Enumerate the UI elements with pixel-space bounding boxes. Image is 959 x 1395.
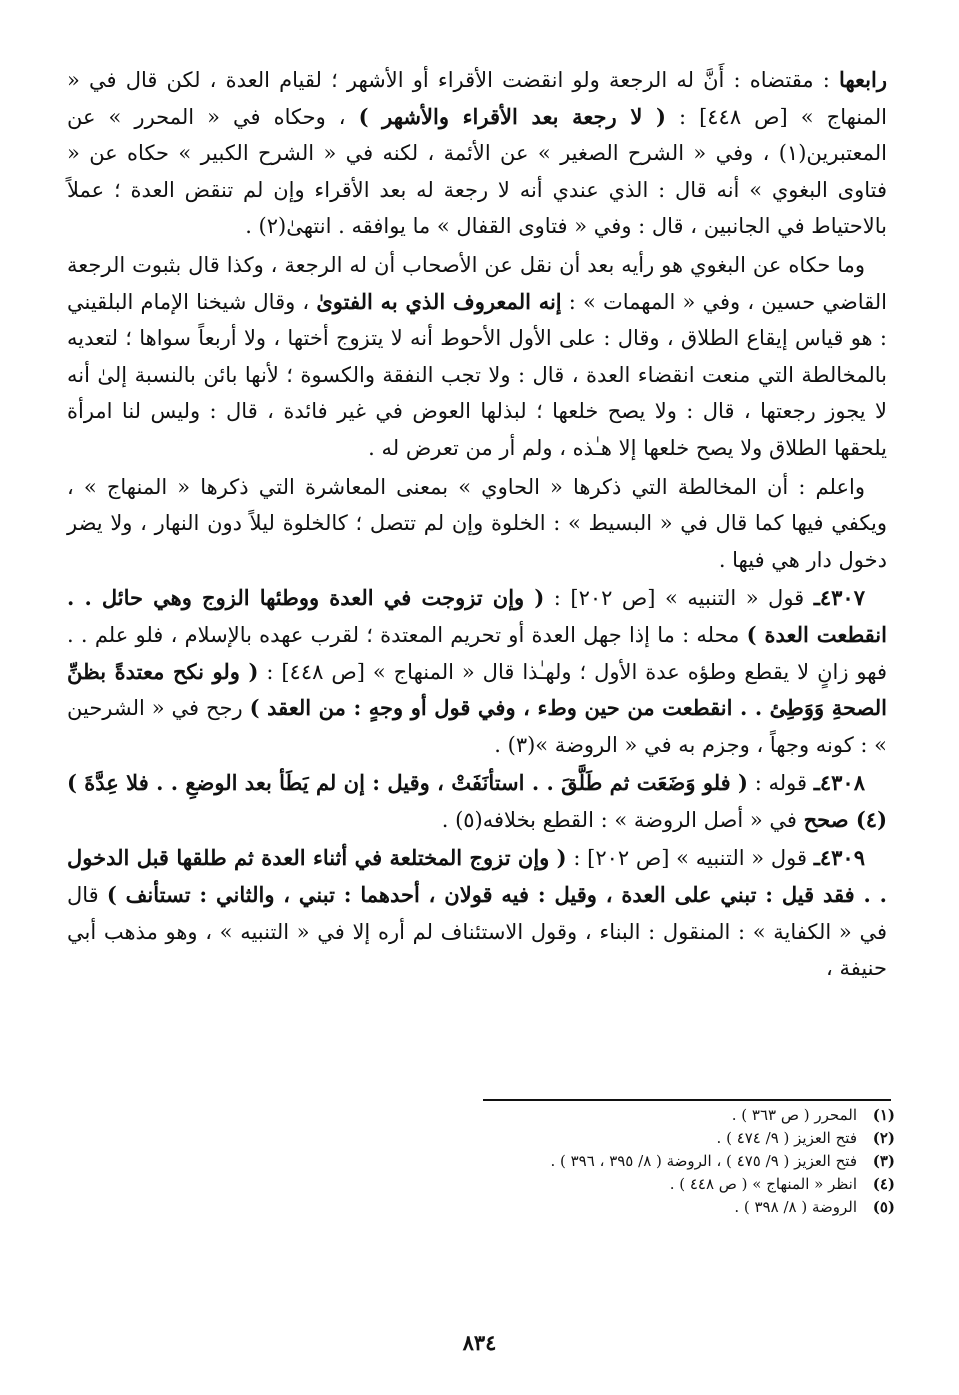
paragraph — [67, 765, 887, 838]
text-segment: قول « التنبيه » [ص ٢٠٢] : — [566, 846, 814, 871]
text-segment: محله : ما إذا جهل العدة أو تحريم المعتدة ؛ لقرب عهده بالإسلام ، فلو علم . . فهو زانٍ لا يقطع وطؤه عدة الأول ؛ ولهـٰذا قال « المنهاج » [ص ٤٤٨] : — [67, 622, 887, 684]
paragraph — [67, 469, 887, 579]
bold-text-segment: ٤٣٠٨ـ — [813, 770, 865, 796]
footnote-text: انظر « المنهاج » ( ص ٤٤٨ ) . — [669, 1175, 857, 1193]
footnote-text: المحرر ( ص ٣٦٣ ) . — [731, 1106, 857, 1124]
footnote — [435, 1104, 895, 1127]
paragraph — [67, 840, 887, 986]
footnote — [435, 1127, 895, 1150]
main-text — [67, 62, 887, 989]
text-segment: ، وحكاه في « المحرر » عن المعتبرين(١) ، وفي « الشرح الصغير » عن الأئمة ، لكنه في « الشرح الكبير » حكاه عن « فتاوى البغوي » أنه قال : الذي عندي أنه لا رجعة له بعد الأقراء وإن لم تنقض العدة ؛ عملاً بالاحتياط في الجانبين ، قال : وفي « فتاوى القفال » ما يوافقه . انتهىٰ(٢) . — [67, 104, 887, 239]
text-segment: قول « التنبيه » [ص ٢٠٢] : — [544, 586, 814, 611]
paragraph — [67, 62, 887, 245]
paragraph — [67, 580, 887, 763]
bold-text-segment: ( فلو وَضَعَت ثم طَلَّقَ . . استأنَفَتْ ، وقيل : إن لم يَطَأ بعد الوضعِ . . فلا عِدَّةَ )(٤) صحح — [67, 770, 887, 832]
footnote-text: فتح العزيز ( ٩/ ٤٧٤ ) . — [716, 1129, 857, 1147]
bold-text-segment: ٤٣٠٩ـ — [813, 845, 865, 871]
bold-text-segment: ( وإن تزوج المختلعة في أثناء العدة ثم طلقها قبل الدخول . . فقد قيل : تبني على العدة ، وقيل : فيه قولان ، أحدهما : تبني ، والثاني : تستأنف ) — [67, 845, 887, 908]
text-segment: قوله : — [747, 771, 814, 796]
footnote-text: الروضة ( ٨/ ٣٩٨ ) . — [734, 1198, 857, 1216]
footnote-number: (٢) — [872, 1129, 895, 1147]
page-number: ٨٣٤ — [462, 1330, 497, 1355]
bold-text-segment: ٤٣٠٧ـ — [813, 585, 865, 611]
footnotes — [435, 1104, 895, 1219]
text-segment: قال في « الكفاية » : المنقول : البناء ، وقول الاستئناف لم أره إلا في « التنبيه » ، وهو مذهب أبي حنيفة ، — [67, 883, 887, 981]
bold-text-segment: ( لا رجعة بعد الأقراء والأشهر ) — [358, 103, 666, 129]
text-segment: واعلم : أن المخالطة التي ذكرها « الحاوي » بمعنى المعاشرة التي ذكرها « المنهاج » ، ويكفي فيها كما قال في « البسيط » : الخلوة وإن لم تتصل ؛ كالخلوة ليلاً دون النهار ، ولا يضر دخول دار هي فيها . — [67, 474, 887, 572]
footnote-number: (١) — [872, 1106, 895, 1124]
footnote-separator — [483, 1099, 891, 1101]
footnote — [435, 1150, 895, 1173]
footnote-number: (٥) — [872, 1198, 895, 1216]
text-segment: ، وقال شيخنا الإمام البلقيني : هو قياس إيقاع الطلاق ، وقال : على الأول الأحوط أنه لا يتزوج أختها ، ولا أربعاً سواها ؛ لتعديه بالمخالطة التي منعت انقضاء العدة ، قال : ولا تجب النفقة والكسوة ؛ لأنها بائن بالنسبة إلىٰ أنه لا يجوز رجعتها ، قال : ولا يصح خلعها ؛ لبذلها العوض في غير فائدة ، قال : وليس لنا امرأة يلحقها الطلاق ولا يصح خلعها إلا هـٰذه ، ولم أر من تعرض له . — [67, 289, 887, 460]
footnote-text: فتح العزيز ( ٩/ ٤٧٥ ) ، الروضة ( ٨/ ٣٩٥ ، ٣٩٦ ) . — [550, 1152, 857, 1170]
footnote — [435, 1173, 895, 1196]
footnote-number: (٣) — [872, 1152, 895, 1170]
bold-text-segment: ( وإن تزوجت في العدة ووطئها الزوج وهي حائل . . انقطعت العدة ) — [67, 585, 887, 647]
footnote — [435, 1196, 895, 1219]
text-segment: في « أصل الروضة » : القطع بخلافه(٥) . — [441, 807, 804, 832]
paragraph — [67, 247, 887, 467]
bold-text-segment: إنه المعروف الذي به الفتوىٰ — [316, 288, 562, 314]
bold-text-segment: رابعها — [838, 67, 887, 92]
text-segment: وما حكاه عن البغوي هو رأيه بعد أن نقل عن الأصحاب أن له الرجعة ، وكذا قال بثبوت الرجعة القاضي حسين ، وفي « المهمات » : — [67, 252, 888, 314]
bold-text-segment: ( ولو نكح معتدةً بظنِّ الصحةِ وَوَطِئ . . انقطعت من حين وطء ، وفي قول أو وجهٍ : من العقد ) — [67, 658, 887, 721]
footnote-number: (٤) — [872, 1175, 895, 1193]
text-segment: : مقتضاه : أَنَّ له الرجعة ولو انقضت الأقراء أو الأشهر ؛ لقيام العدة ، لكن قال في « المنهاج » [ص ٤٤٨] : — [67, 68, 887, 129]
text-segment: رجح في « الشرحين » : كونه وجهاً ، وجزم به في « الروضة »(٣) . — [67, 696, 887, 757]
